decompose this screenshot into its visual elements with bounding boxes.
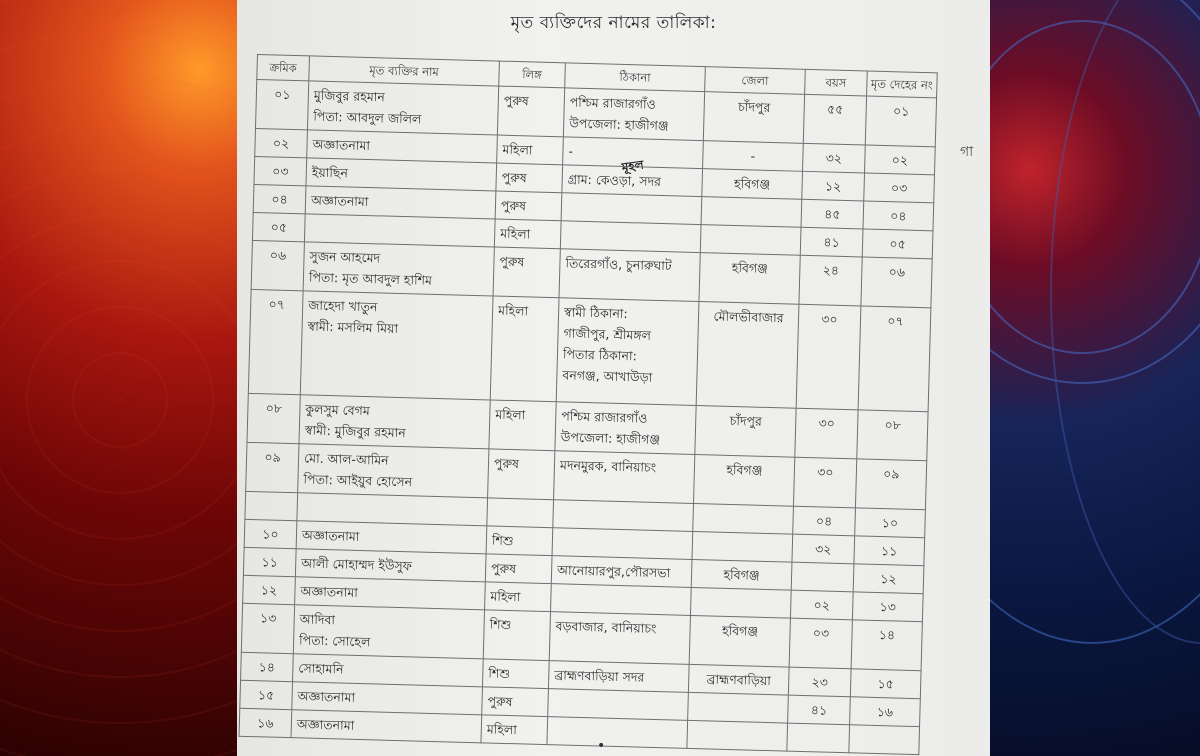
address-cell — [562, 165, 703, 197]
address-cell — [555, 402, 696, 455]
age-cell — [787, 723, 850, 753]
address-cell — [553, 500, 694, 532]
address-line: বনগঞ্জ, আখাউড়া — [562, 367, 653, 385]
serial-cell: ০১ — [255, 80, 308, 130]
name-cell — [299, 395, 490, 449]
serial-cell: ১০ — [244, 519, 297, 548]
address-line: পিতার ঠিকানা: — [562, 346, 638, 364]
address-line — [557, 587, 686, 590]
footer-mark: • — [597, 738, 606, 754]
deceased-name: জাহেদা খাতুন — [308, 297, 378, 315]
deceased-name: অজ্ঞাতনামা — [301, 527, 360, 544]
address-line — [567, 196, 696, 199]
gender-cell — [487, 498, 554, 528]
address-line — [559, 503, 688, 506]
body-no-cell: ০৯ — [855, 459, 926, 510]
deceased-name: অজ্ঞাতনামা — [297, 688, 356, 705]
relation-line: পিতা: সোহেল — [298, 632, 371, 650]
address-line — [559, 503, 688, 506]
address-line — [554, 692, 683, 695]
body-no-cell: ১৬ — [850, 697, 921, 727]
name-cell — [293, 605, 484, 659]
serial-cell: ০৩ — [254, 156, 307, 185]
address-line — [567, 224, 696, 227]
handwritten-scribble: মূহল — [620, 157, 645, 175]
address-line — [567, 196, 696, 199]
address-line: মদনমুরক, বানিয়াচং — [559, 457, 657, 475]
background-left-panel — [0, 0, 240, 756]
age-cell: ২৪ — [799, 255, 862, 306]
address-line — [559, 503, 688, 506]
address-line — [567, 224, 696, 227]
document-title: মৃত ব্যক্তিদের নামের তালিকা: — [510, 13, 717, 33]
address-line — [559, 503, 688, 506]
deceased-name: মো. আল-আমিন — [303, 450, 389, 468]
body-no-cell: ০৪ — [863, 201, 934, 231]
age-cell: ০২ — [790, 590, 853, 620]
deceased-name: মুজিবুর রহমান — [313, 87, 386, 105]
deceased-name: ইয়াছিন — [311, 164, 349, 181]
column-header-age: বয়স — [805, 69, 868, 96]
deceased-name — [303, 496, 482, 501]
serial-cell: ০৭ — [248, 289, 303, 394]
address-line: - — [568, 143, 574, 159]
age-cell: ৩০ — [796, 304, 861, 410]
name-cell — [307, 81, 498, 135]
gender-cell: শিশু — [483, 610, 550, 661]
district-cell: হবিগঞ্জ — [689, 615, 790, 667]
address-line: গ্রাম: কেওড়া, সদর — [567, 171, 662, 189]
serial-cell: ০৫ — [252, 212, 305, 241]
deceased-name: কুলসুম বেগম — [305, 401, 371, 419]
district-cell — [700, 225, 801, 256]
body-no-cell: ০৮ — [857, 410, 928, 461]
district-cell — [687, 720, 788, 751]
serial-cell: ১২ — [243, 575, 296, 604]
deceased-name — [311, 218, 490, 223]
address-line: পশ্চিম রাজারগাঁও — [569, 94, 657, 112]
column-header-serial: ক্রমিক — [257, 55, 310, 81]
gender-cell: মহিলা — [497, 135, 564, 165]
serial-cell — [245, 491, 298, 520]
body-no-cell: ১৩ — [852, 592, 923, 622]
body-no-cell: ১১ — [854, 536, 925, 566]
gender-cell: পুরুষ — [493, 247, 560, 298]
address-line: তিরেরগাঁও, চুনারুঘাট — [565, 255, 672, 274]
relation-line — [303, 496, 482, 501]
age-cell: ২৩ — [788, 667, 851, 697]
district-cell — [688, 692, 789, 723]
address-line: গাজীপুর, শ্রীমঙ্গল — [563, 325, 652, 343]
serial-cell: ১১ — [243, 547, 296, 576]
gender-cell: মহিলা — [489, 400, 556, 451]
body-no-cell: ০৩ — [864, 173, 935, 203]
serial-cell: ১৬ — [239, 708, 292, 737]
table-body — [239, 80, 937, 755]
address-cell — [548, 661, 689, 693]
address-line — [553, 720, 682, 723]
body-no-cell: ০২ — [865, 145, 936, 175]
address-cell — [560, 221, 701, 253]
deceased-list-sheet — [239, 54, 938, 755]
address-cell — [548, 689, 689, 721]
address-line — [557, 587, 686, 590]
district-cell — [701, 197, 802, 228]
address-cell — [556, 298, 699, 406]
address-cell — [551, 584, 692, 616]
column-header-body-no: মৃত দেহের নং — [867, 71, 938, 98]
gender-cell: শিশু — [482, 659, 549, 689]
address-line: উপজেলা: হাজীগঞ্জ — [569, 115, 669, 134]
address-line: স্বামী ঠিকানা: — [563, 304, 628, 322]
relation-line: স্বামী: মসলিম মিয়া — [307, 318, 399, 336]
gender-cell: মহিলা — [481, 715, 548, 745]
gender-cell: পুরুষ — [485, 554, 552, 584]
gender-cell: মহিলা — [490, 296, 559, 402]
age-cell: ০৩ — [789, 618, 852, 669]
relation-line — [311, 218, 490, 223]
address-cell — [559, 249, 700, 302]
table-row — [248, 289, 931, 411]
address-line — [557, 587, 686, 590]
address-line — [567, 196, 696, 199]
address-line — [567, 224, 696, 227]
district-cell: হবিগঞ্জ — [702, 169, 803, 200]
address-line — [567, 224, 696, 227]
age-cell: ৪৫ — [801, 199, 864, 229]
age-cell: ৪১ — [788, 695, 851, 725]
side-mark: গা — [960, 144, 974, 160]
deceased-name: সোহামনি — [298, 660, 344, 677]
name-cell — [291, 710, 482, 743]
address-line — [553, 720, 682, 723]
address-line: বড়বাজার, বানিয়াচং — [555, 618, 657, 637]
district-cell: মৌলভীবাজার — [696, 302, 799, 409]
gender-cell: মহিলা — [485, 582, 552, 612]
address-line — [554, 692, 683, 695]
relation-line: স্বামী: মুজিবুর রহমান — [304, 422, 406, 441]
age-cell: ৩০ — [793, 457, 856, 508]
document-page — [237, 0, 990, 756]
age-cell: ৩২ — [803, 143, 866, 173]
serial-cell: ১৪ — [241, 652, 294, 681]
deceased-name: আলী মোহাম্মদ ইউসুফ — [301, 555, 413, 574]
age-cell: ১২ — [802, 171, 865, 201]
district-cell: চাঁদপুর — [695, 406, 796, 458]
district-cell: চাঁদপুর — [703, 92, 804, 144]
body-no-cell: ০৭ — [858, 306, 931, 412]
age-cell: ৩২ — [792, 534, 855, 564]
age-cell: ৫৫ — [803, 94, 866, 145]
body-no-cell: ১২ — [853, 564, 924, 594]
address-cell — [551, 556, 692, 588]
deceased-name: আদিবা — [299, 611, 336, 628]
address-line: আনোয়ারপুর,পৌরসভা — [556, 562, 671, 581]
district-cell: হবিগঞ্জ — [699, 253, 800, 305]
gender-cell: শিশু — [486, 526, 553, 556]
district-cell: হবিগঞ্জ — [691, 559, 792, 590]
deceased-name: অজ্ঞাতনামা — [312, 136, 371, 154]
address-cell — [563, 137, 704, 169]
body-no-cell: ০৬ — [861, 257, 932, 308]
column-header-address: ঠিকানা — [565, 63, 706, 92]
deceased-name: সুজন আহমেদ — [309, 248, 381, 266]
address-line — [554, 692, 683, 695]
name-cell — [300, 291, 493, 400]
column-header-name: মৃত ব্যক্তির নাম — [309, 56, 500, 86]
name-cell — [303, 242, 494, 296]
gender-cell: পুরুষ — [496, 163, 563, 193]
district-cell: হবিগঞ্জ — [694, 454, 795, 506]
district-cell — [692, 531, 793, 562]
district-cell — [693, 503, 794, 534]
column-header-district: জেলা — [705, 67, 806, 95]
age-cell — [791, 562, 854, 592]
address-line: উপজেলা: হাজীগঞ্জ — [560, 429, 661, 448]
address-line — [553, 720, 682, 723]
district-cell: ব্রাহ্মণবাড়িয়া — [688, 664, 789, 695]
district-cell: - — [703, 141, 804, 172]
age-cell: ০৪ — [793, 506, 856, 536]
serial-cell: ১৩ — [241, 603, 294, 653]
name-cell — [298, 444, 489, 498]
age-cell: ৩০ — [795, 408, 858, 459]
body-no-cell: ১৫ — [850, 669, 921, 699]
body-no-cell: ০১ — [865, 96, 936, 147]
gender-cell: পুরুষ — [488, 449, 555, 500]
body-no-cell: ১৪ — [851, 620, 922, 671]
address-line — [558, 531, 687, 534]
background-right-globe — [990, 0, 1200, 756]
relation-line: পিতা: আবদুল জলিল — [313, 108, 422, 127]
serial-cell: ০৪ — [253, 184, 306, 213]
address-cell — [554, 451, 695, 504]
body-no-cell: ০৫ — [862, 229, 933, 259]
address-line — [567, 196, 696, 199]
address-line — [558, 531, 687, 534]
deceased-name: অজ্ঞাতনামা — [300, 583, 359, 600]
body-no-cell — [849, 725, 920, 755]
body-no-cell: ১০ — [855, 508, 926, 538]
relation-line: পিতা: মৃত আবদুল হাশিম — [308, 269, 433, 288]
deceased-name: অজ্ঞাতনামা — [296, 716, 355, 733]
age-cell: ৪১ — [800, 227, 863, 257]
gender-cell: পুরুষ — [497, 86, 564, 137]
address-line — [553, 720, 682, 723]
gender-cell: পুরুষ — [482, 687, 549, 717]
address-cell — [563, 88, 704, 141]
relation-line: পিতা: আইয়ুব হোসেন — [303, 471, 413, 490]
serial-cell: ০৬ — [251, 240, 304, 290]
deceased-table — [239, 54, 938, 755]
district-cell — [690, 587, 791, 618]
address-line: ব্রাহ্মণবাড়িয়া সদর — [554, 667, 645, 685]
address-cell — [549, 612, 690, 665]
address-line — [557, 587, 686, 590]
serial-cell: ১৫ — [240, 680, 293, 709]
gender-cell: পুরুষ — [495, 191, 562, 221]
address-cell — [547, 717, 688, 749]
address-cell — [561, 193, 702, 225]
address-line — [554, 692, 683, 695]
serial-cell: ০৯ — [246, 442, 299, 492]
address-line — [558, 531, 687, 534]
address-line: পশ্চিম রাজারগাঁও — [561, 408, 648, 426]
gender-cell: মহিলা — [494, 219, 561, 249]
serial-cell: ০২ — [255, 128, 308, 157]
address-line — [558, 531, 687, 534]
deceased-name: অজ্ঞাতনামা — [310, 192, 369, 210]
column-header-gender: লিঙ্গ — [499, 61, 566, 88]
serial-cell: ০৮ — [247, 393, 300, 443]
address-cell — [552, 528, 693, 560]
